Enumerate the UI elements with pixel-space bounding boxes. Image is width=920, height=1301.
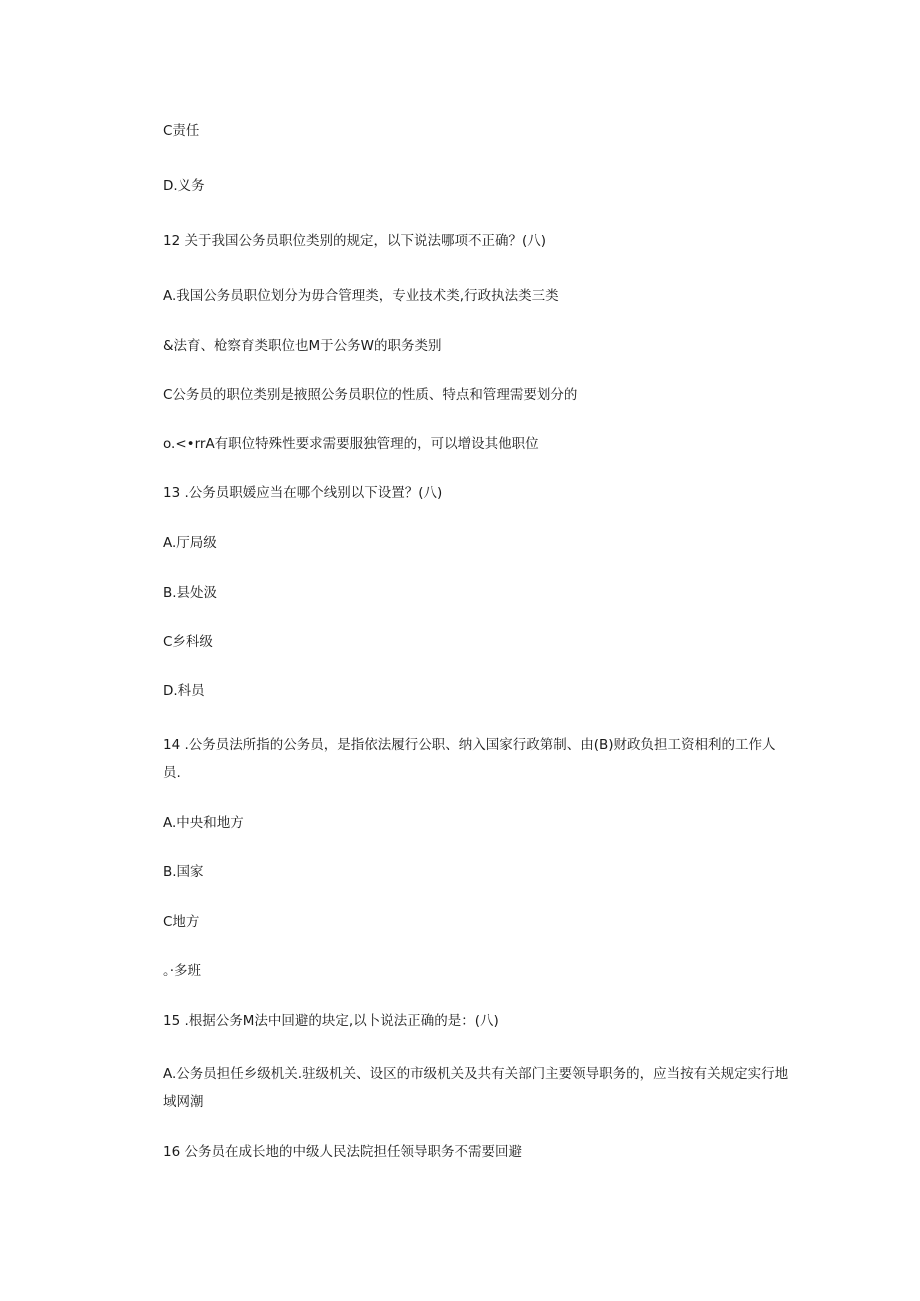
question-16: 16 公务员在成长地的中级人民法院担任领导职务不需要回避 xyxy=(163,1144,522,1160)
question-14-option-c: C地方 xyxy=(163,914,200,930)
question-13: 13 .公务员职媛应当在哪个线别以下设置？(八) xyxy=(163,485,443,501)
question-15-option-a: A.公务员担任乡级机关.驻级机关、设区的市级机关及共有关部门主要领导职务的，应当按有关规定实行地域网潮 xyxy=(163,1066,789,1110)
question-13-option-c: C乡科级 xyxy=(163,634,213,650)
question-14-option-a: A.中央和地方 xyxy=(163,815,244,831)
question-14-option-b: B.国家 xyxy=(163,864,204,880)
question-12-option-a: A.我国公务员职位划分为毋合管理类，专业技术类,行政执法类三类 xyxy=(163,288,559,304)
question-12-option-b: &法育、枪察育类职位也M于公务W的职务类别 xyxy=(163,338,442,354)
question-15: 15 .根据公务M法中回避的块定,以卜说法正确的是：(八) xyxy=(163,1013,499,1029)
question-12: 12 关于我国公务员职位类别的规定，以下说法哪项不正确？(八) xyxy=(163,233,547,249)
question-13-option-a: A.厅局级 xyxy=(163,535,217,551)
question-12-option-c: C公务员的职位类别是掖照公务员职位的性质、特点和管理需要划分的 xyxy=(163,387,578,403)
question-14: 14 .公务员法所指的公务员，是指依法履行公职、纳入国家行政第制、由(B)财政负担工资相利的工作人员. xyxy=(163,737,776,781)
question-12-option-d: o.<•rrA有职位特殊性要求需要服独管理的，可以增设其他职位 xyxy=(163,436,539,452)
option-c-responsibility: C责任 xyxy=(163,123,200,139)
option-d-obligation: D.义务 xyxy=(163,178,205,194)
question-13-option-d: D.科员 xyxy=(163,683,205,699)
question-13-option-b: B.县处汲 xyxy=(163,585,218,601)
question-14-option-d: 。·多班 xyxy=(163,963,202,979)
